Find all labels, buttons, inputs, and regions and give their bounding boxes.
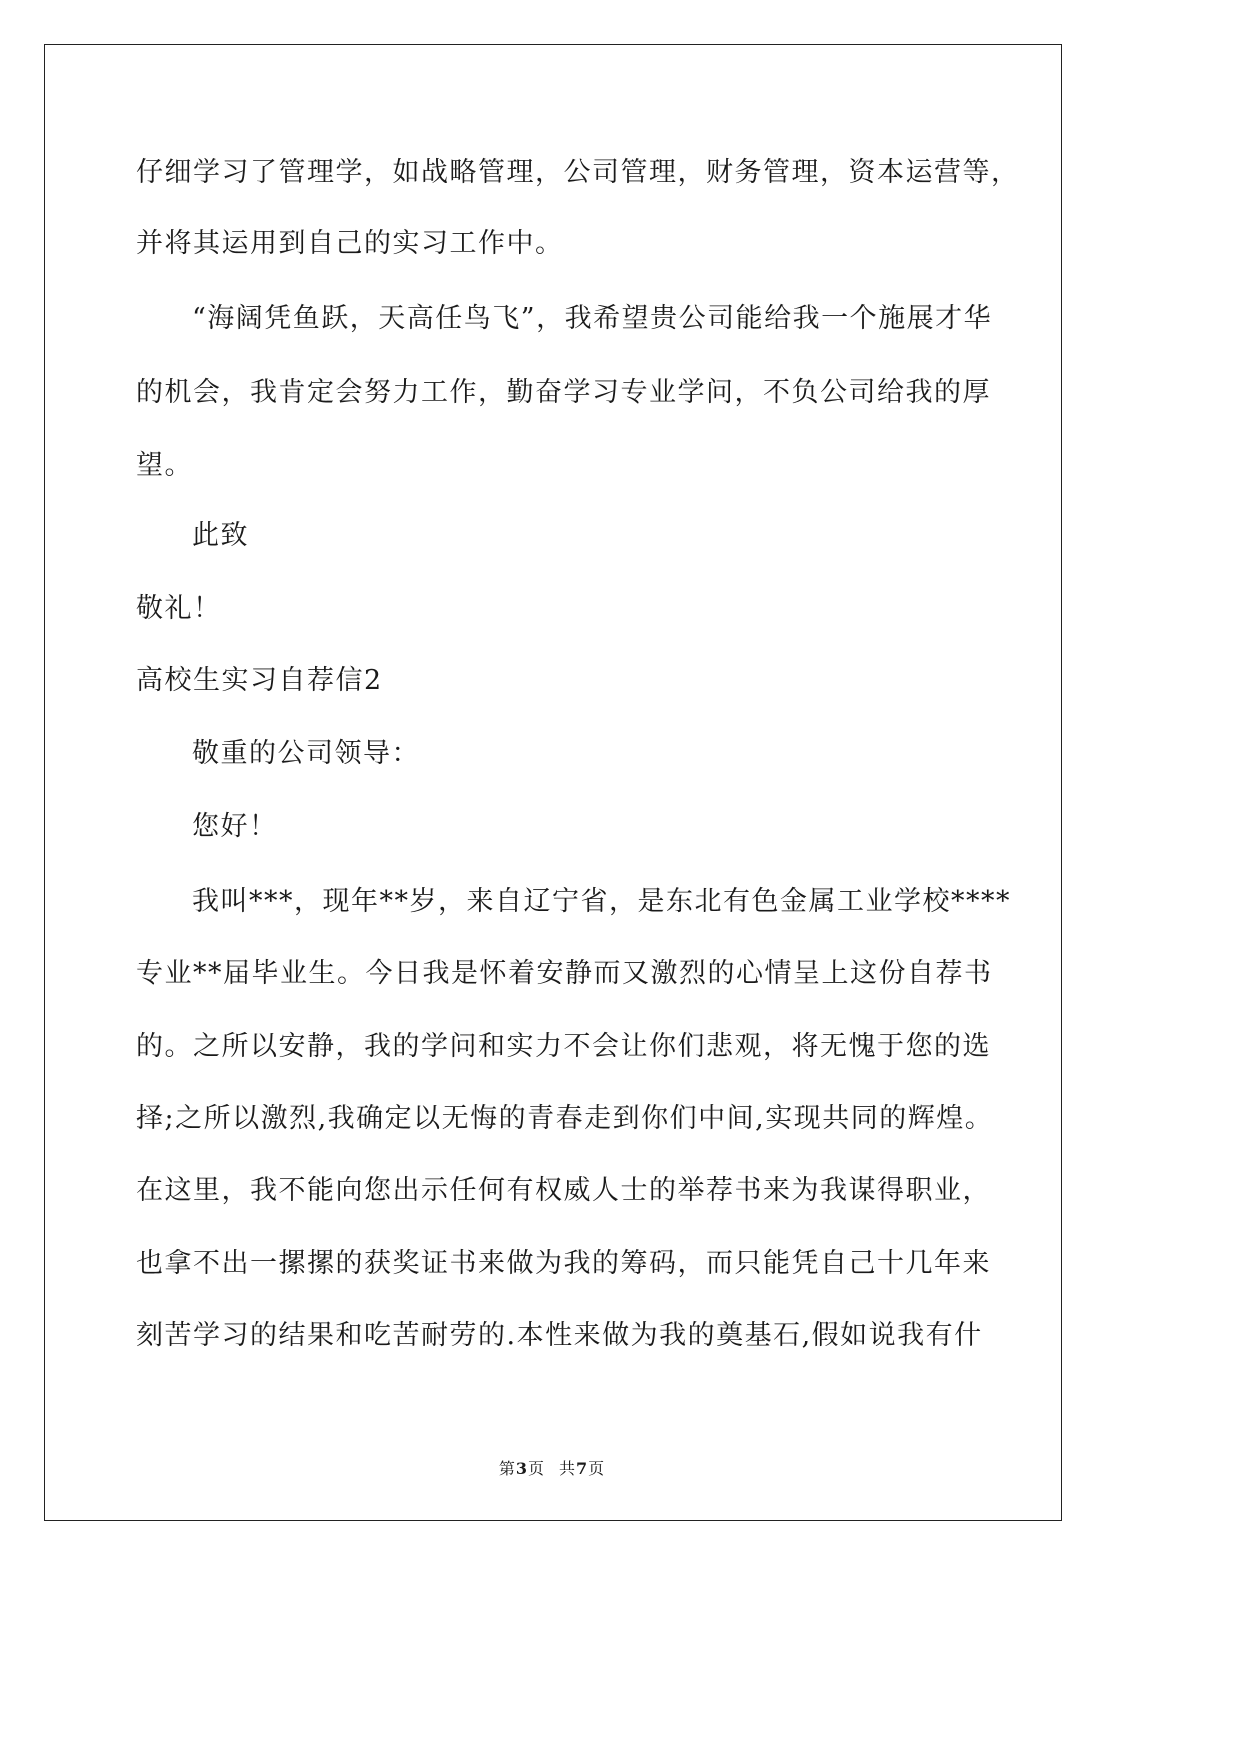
- body-line: 并将其运用到自己的实习工作中。: [136, 228, 564, 259]
- page-unit: 页: [527, 1459, 545, 1478]
- salutation-closing: 此致: [192, 520, 249, 551]
- letter-hello: 您好！: [192, 811, 278, 842]
- letter-greeting: 敬重的公司领导：: [192, 738, 420, 769]
- page-frame: [44, 44, 1062, 1521]
- body-line: 专业**届毕业生。今日我是怀着安静而又激烈的心情呈上这份自荐书: [136, 958, 993, 989]
- salutation-regards: 敬礼！: [136, 593, 222, 624]
- body-line: 刻苦学习的结果和吃苦耐劳的.本性来做为我的奠基石,假如说我有什: [136, 1320, 983, 1351]
- body-line: 我叫***，现年**岁，来自辽宁省，是东北有色金属工业学校****: [192, 886, 1011, 917]
- body-line: 也拿不出一摞摞的获奖证书来做为我的筹码，而只能凭自己十几年来: [136, 1248, 991, 1279]
- body-line: 择;之所以激烈,我确定以无悔的青春走到你们中间,实现共同的辉煌。: [136, 1103, 994, 1134]
- total-unit: 页: [588, 1459, 606, 1478]
- body-line: 的。之所以安静，我的学问和实力不会让你们悲观，将无愧于您的选: [136, 1031, 991, 1062]
- body-line: “海阔凭鱼跃，天高任鸟飞”，我希望贵公司能给我一个施展才华: [192, 303, 993, 334]
- body-line: 望。: [136, 450, 193, 481]
- body-line: 在这里，我不能向您出示任何有权威人士的举荐书来为我谋得职业，: [136, 1175, 991, 1206]
- page-total: 7: [576, 1459, 589, 1478]
- total-prefix: 共: [559, 1459, 577, 1478]
- section-title: 高校生实习自荐信2: [136, 665, 383, 696]
- page-prefix: 第: [498, 1459, 516, 1478]
- page-footer: [0, 1456, 1104, 1479]
- body-line: 仔细学习了管理学，如战略管理，公司管理，财务管理，资本运营等，: [136, 157, 1020, 188]
- body-line: 的机会，我肯定会努力工作，勤奋学习专业学问，不负公司给我的厚: [136, 377, 991, 408]
- page-current: 3: [515, 1459, 528, 1478]
